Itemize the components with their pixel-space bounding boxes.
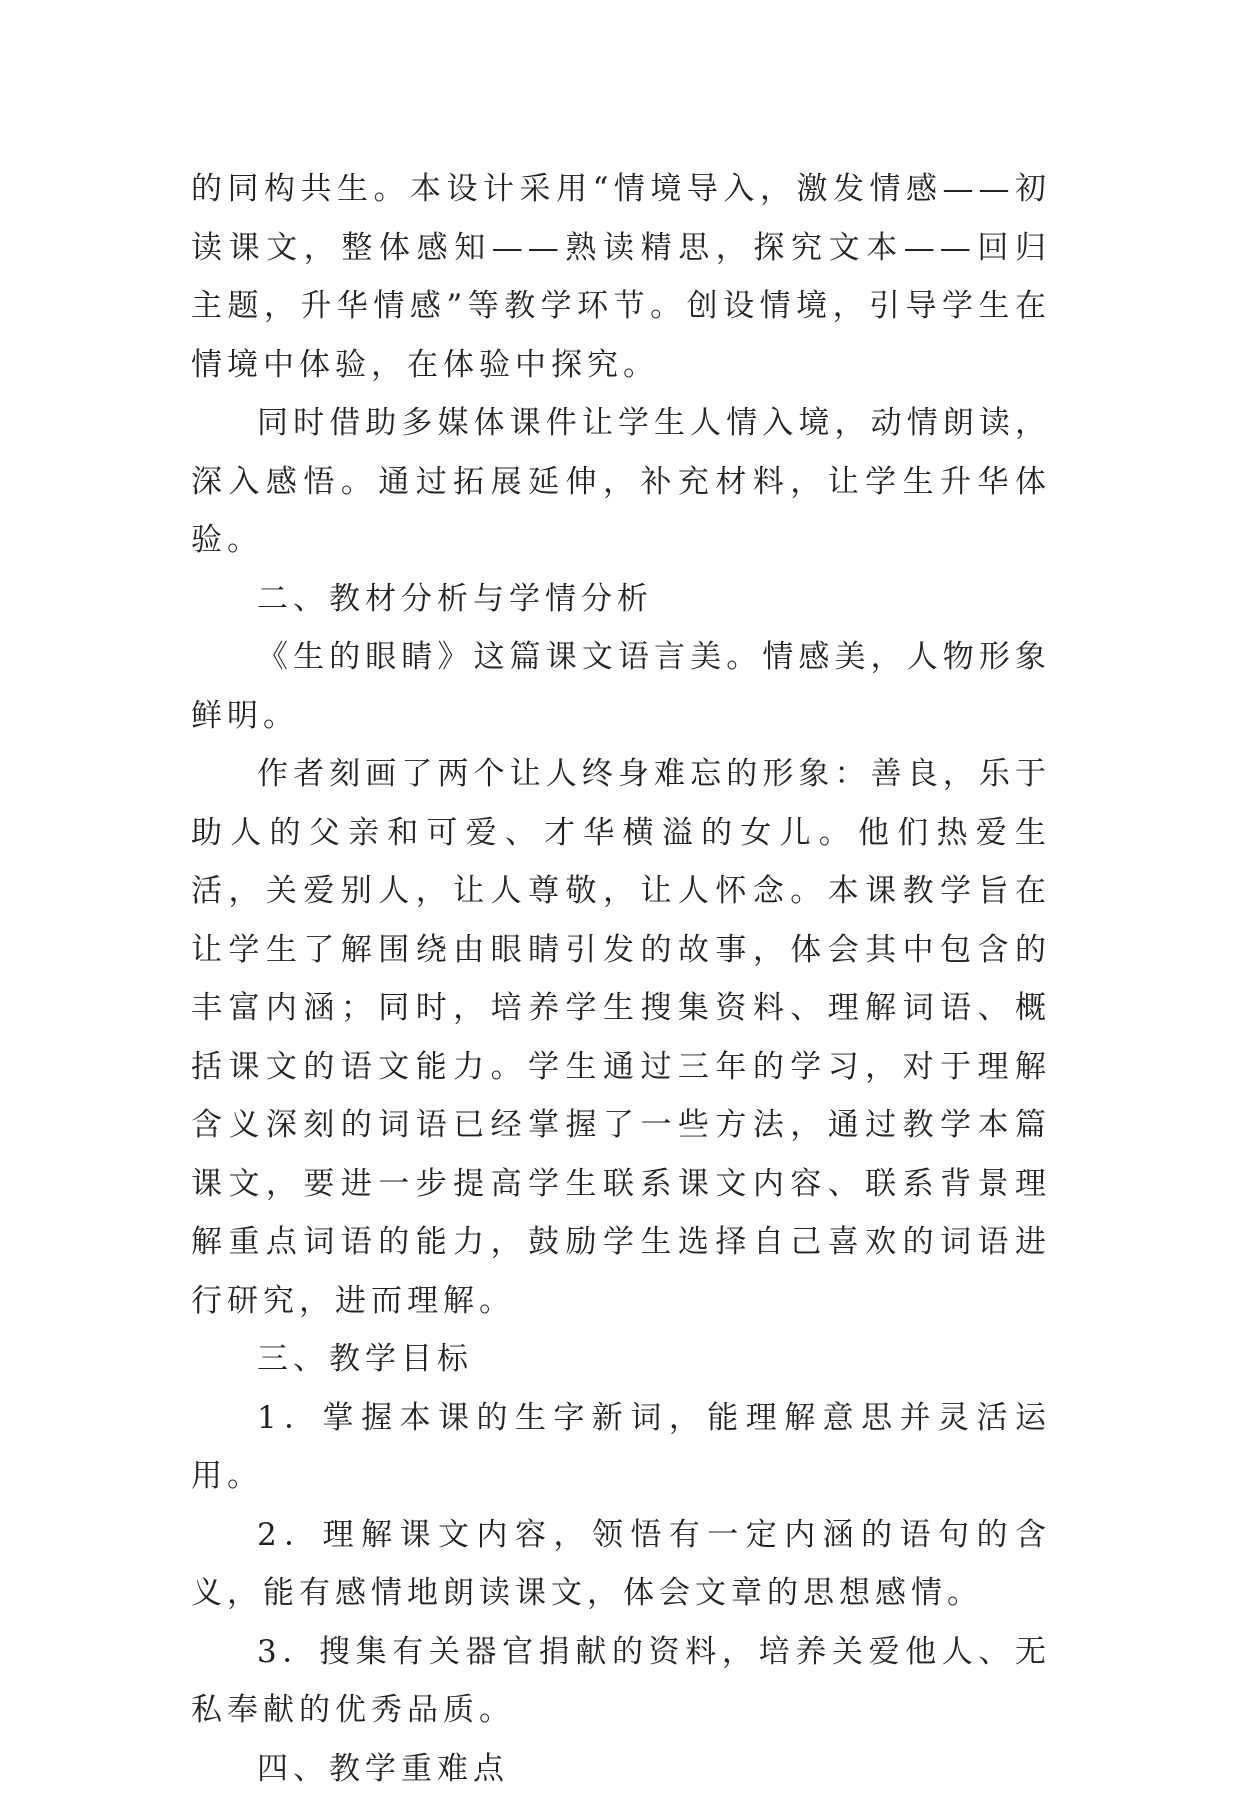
section-heading-analysis: 二、教材分析与学情分析 bbox=[191, 570, 1051, 629]
section-heading-key-points: 四、教学重难点 bbox=[191, 1740, 1051, 1798]
paragraph-text-beauty: 《生的眼睛》这篇课文语言美。情感美，人物形象鲜明。 bbox=[191, 628, 1051, 745]
objective-item-1: 1．掌握本课的生字新词，能理解意思并灵活运用。 bbox=[191, 1389, 1051, 1506]
paragraph-multimedia: 同时借助多媒体课件让学生人情入境，动情朗读，深入感悟。通过拓展延伸，补充材料，让学生升华体验。 bbox=[191, 394, 1051, 570]
paragraph-author-characters: 作者刻画了两个让人终身难忘的形象：善良，乐于助人的父亲和可爱、才华横溢的女儿。他们热爱生活，关爱别人，让人尊敬，让人怀念。本课教学旨在让学生了解围绕由眼睛引发的故事，体会其中包含的丰富内涵；同时，培养学生搜集资料、理解词语、概括课文的语文能力。学生通过三年的学习，对于理解含义深刻的词语已经掌握了一些方法，通过教学本篇课文，要进一步提高学生联系课文内容、联系背景理解重点词语的能力，鼓励学生选择自己喜欢的词语进行研究，进而理解。 bbox=[191, 745, 1051, 1330]
paragraph-continuation: 的同构共生。本设计采用“情境导入，激发情感——初读课文，整体感知——熟读精思，探究文本——回归主题，升华情感”等教学环节。创设情境，引导学生在情境中体验，在体验中探究。 bbox=[191, 160, 1051, 394]
objective-item-3: 3．搜集有关器官捐献的资料，培养关爱他人、无私奉献的优秀品质。 bbox=[191, 1623, 1051, 1740]
document-body bbox=[191, 160, 1051, 1798]
section-heading-objectives: 三、教学目标 bbox=[191, 1330, 1051, 1389]
objective-item-2: 2．理解课文内容，领悟有一定内涵的语句的含义，能有感情地朗读课文，体会文章的思想感情。 bbox=[191, 1506, 1051, 1623]
